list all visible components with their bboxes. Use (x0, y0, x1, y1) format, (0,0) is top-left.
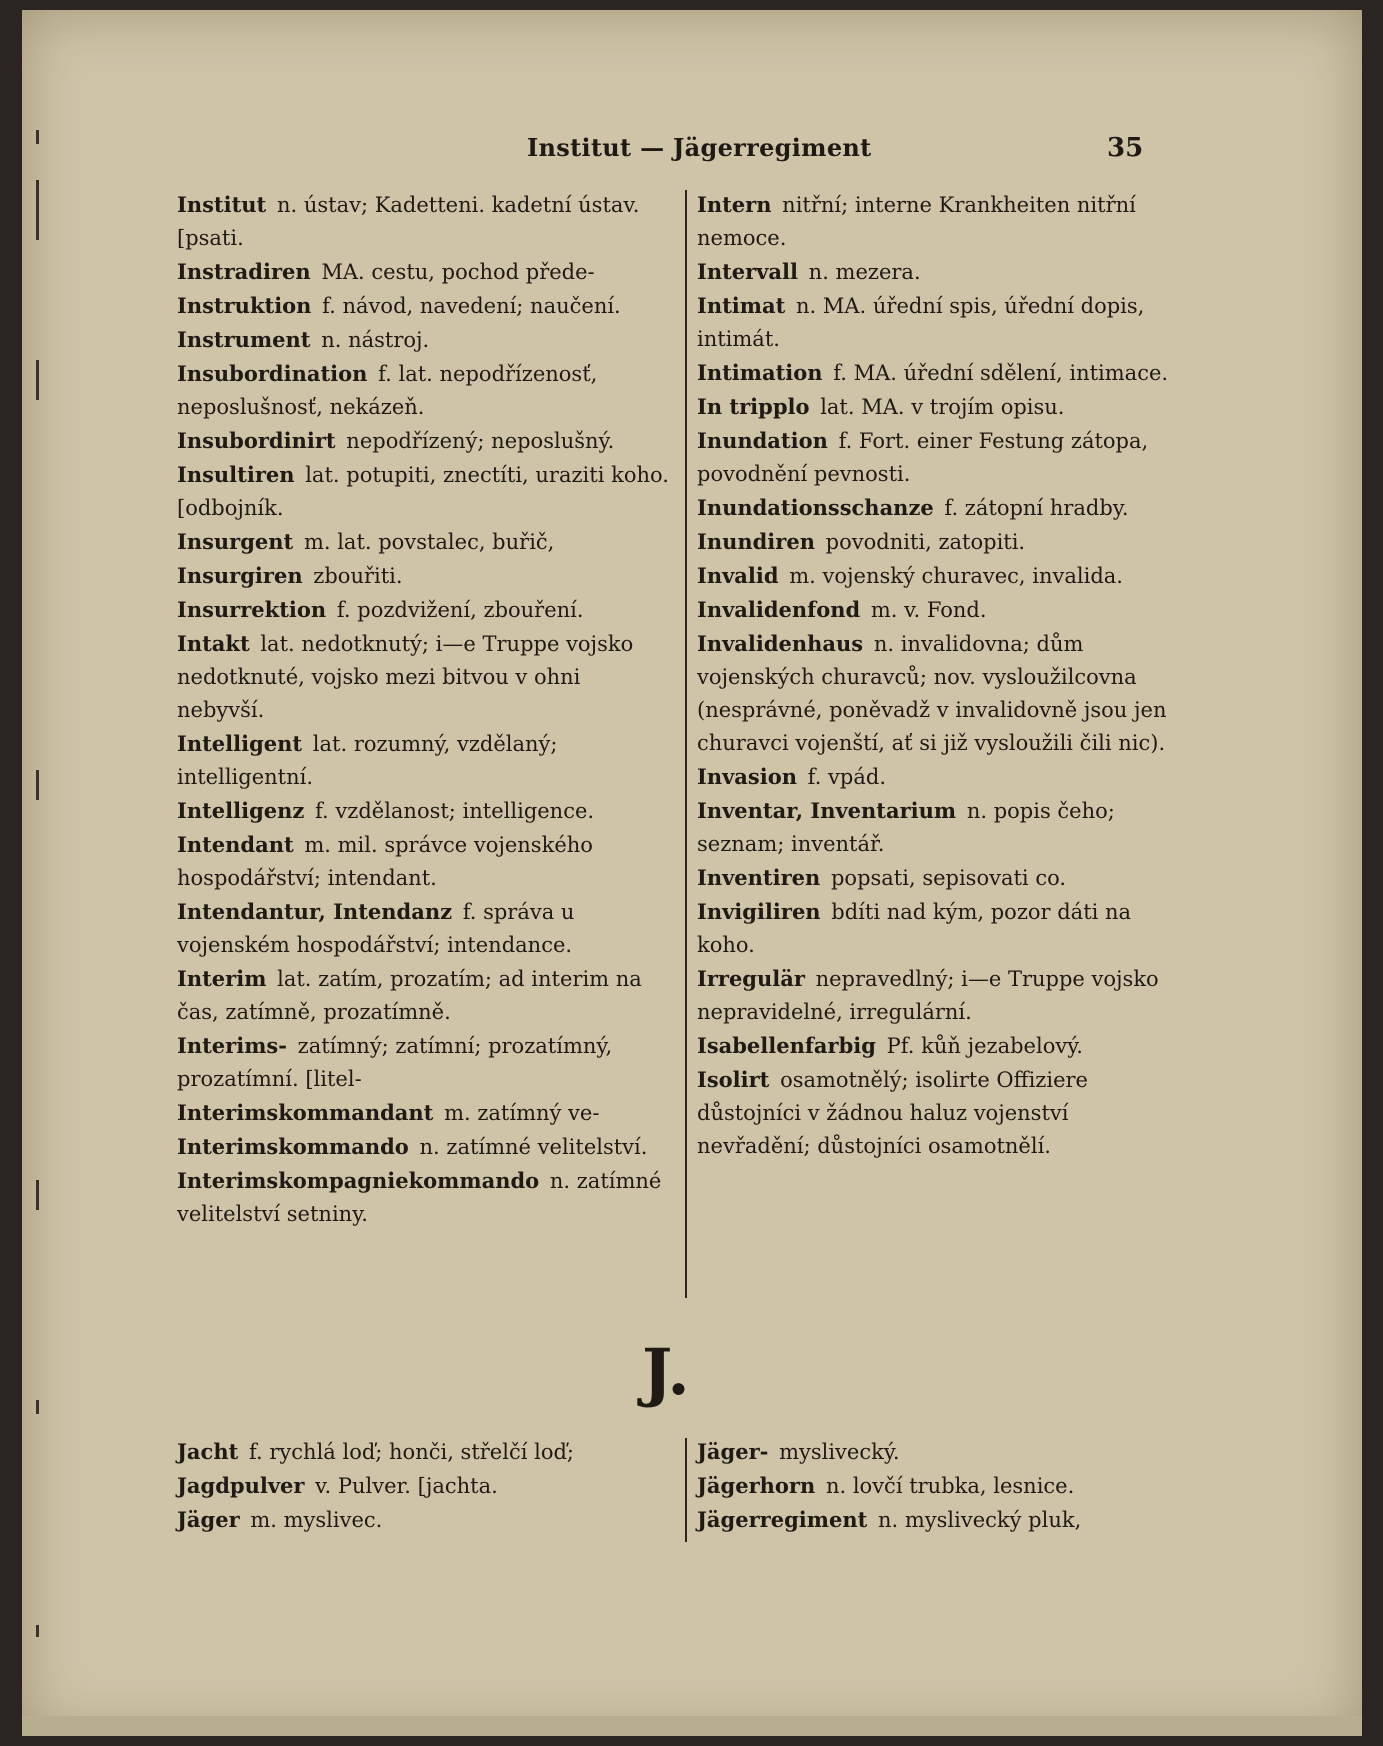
entry-headword: Isolirt (697, 1067, 770, 1092)
binding-margin (22, 10, 62, 1736)
margin-mark (36, 1180, 39, 1210)
dictionary-entry (177, 593, 672, 627)
entry-headword: Inventar, Inventarium (697, 798, 957, 823)
margin-mark (36, 1400, 39, 1414)
entry-definition: lat. zatím, prozatím; ad interim na čas, zatímně, prozatímně. (177, 967, 642, 1024)
j-left-column (177, 1435, 672, 1537)
entry-definition: m. lat. povstalec, buřič, (303, 530, 555, 554)
section-letter: J. (642, 1335, 690, 1410)
dictionary-entry (177, 962, 672, 1029)
entry-definition: bdíti nad kým, pozor dáti na koho. (697, 900, 1132, 957)
entry-definition: n. lovčí trubka, lesnice. (825, 1474, 1075, 1498)
dictionary-entry (177, 1469, 672, 1503)
entry-definition: n. popis čeho; seznam; inventář. (697, 799, 1115, 856)
entry-definition: f. správa u vojenském hospodářství; intendance. (177, 900, 575, 957)
dictionary-entry (697, 1469, 1177, 1503)
entry-headword: Interims- (177, 1033, 287, 1058)
entry-definition: povodniti, zatopiti. (825, 530, 1026, 554)
left-column (177, 188, 672, 1231)
dictionary-entry (177, 188, 672, 255)
dictionary-entry (697, 593, 1177, 627)
right-column (697, 188, 1177, 1163)
entry-definition: zatímný; zatímní; prozatímný, prozatímní. [litel- (177, 1034, 613, 1091)
entry-definition: m. vojenský churavec, invalida. (789, 564, 1123, 588)
entry-headword: Jägerhorn (697, 1473, 816, 1498)
entry-headword: Interimskommandant (177, 1100, 434, 1125)
entry-definition: n. zatímné velitelství. (419, 1135, 648, 1159)
entry-headword: Intervall (697, 259, 798, 284)
entry-definition: f. vpád. (807, 765, 886, 789)
dictionary-entry (697, 491, 1177, 525)
entry-definition: m. mil. správce vojenského hospodářství; intendant. (177, 833, 593, 890)
column-divider (685, 190, 687, 1298)
dictionary-entry (697, 424, 1177, 491)
dictionary-entry (177, 357, 672, 424)
entry-headword: Institut (177, 192, 267, 217)
entry-definition: nitřní; interne Krankheiten nitřní nemoce. (697, 193, 1136, 250)
entry-definition: f. rychlá loď; honči, střelčí loď; (249, 1440, 574, 1464)
margin-mark (36, 770, 39, 800)
entry-headword: Intakt (177, 631, 250, 656)
dictionary-entry (177, 727, 672, 794)
entry-definition: f. MA. úřední sdělení, intimace. (833, 361, 1169, 385)
entry-definition: zbouřiti. (313, 564, 403, 588)
dictionary-entry (697, 1029, 1177, 1063)
entry-headword: Inventiren (697, 865, 821, 890)
entry-definition: MA. cestu, pochod přede- (321, 260, 595, 284)
entry-definition: n. ústav; Kadetteni. kadetní ústav. [psati. (177, 193, 640, 250)
margin-mark (36, 180, 39, 240)
dictionary-entry (177, 458, 672, 525)
entry-definition: lat. MA. v trojím opisu. (820, 395, 1065, 419)
dictionary-entry (177, 627, 672, 727)
entry-definition: n. nástroj. (321, 328, 430, 352)
dictionary-entry (177, 794, 672, 828)
dictionary-entry (697, 289, 1177, 356)
running-header (22, 133, 1362, 173)
page-bottom-edge (22, 1716, 1362, 1736)
dictionary-entry (697, 962, 1177, 1029)
dictionary-entry (697, 861, 1177, 895)
entry-definition: osamotnělý; isolirte Offiziere důstojníci v žádnou haluz vojenství nevřadění; důstojníci osamotnělí. (697, 1068, 1088, 1158)
entry-definition: lat. rozumný, vzdělaný; intelligentní. (177, 732, 558, 789)
entry-definition: v. Pulver. [jachta. (315, 1474, 498, 1498)
column-divider (685, 1438, 687, 1542)
entry-headword: Jagdpulver (177, 1473, 305, 1498)
dictionary-entry (697, 794, 1177, 861)
dictionary-entry (697, 1503, 1177, 1537)
margin-mark (36, 1625, 39, 1637)
entry-headword: Instradiren (177, 259, 311, 284)
entry-definition: m. zatímný ve- (444, 1101, 600, 1125)
entry-definition: m. v. Fond. (870, 598, 987, 622)
dictionary-entry (177, 895, 672, 962)
entry-definition: Pf. kůň jezabelový. (886, 1034, 1083, 1058)
j-right-column (697, 1435, 1177, 1537)
entry-headword: Invalid (697, 563, 779, 588)
entry-headword: Intelligenz (177, 798, 305, 823)
entry-headword: Insurgent (177, 529, 294, 554)
entry-headword: Insurgiren (177, 563, 303, 588)
dictionary-entry (177, 255, 672, 289)
dictionary-entry (697, 255, 1177, 289)
entry-definition: lat. potupiti, znectíti, uraziti koho. [odbojník. (177, 463, 669, 520)
entry-definition: n. zatímné velitelství setniny. (177, 1169, 662, 1226)
dictionary-entry (177, 1503, 672, 1537)
dictionary-entry (177, 1130, 672, 1164)
margin-mark (36, 360, 39, 400)
entry-definition: f. vzdělanost; intelligence. (315, 799, 595, 823)
entry-headword: Jägerregiment (697, 1507, 868, 1532)
entry-headword: Inundation (697, 428, 828, 453)
dictionary-entry (697, 895, 1177, 962)
dictionary-entry (177, 525, 672, 559)
entry-headword: Intern (697, 192, 772, 217)
dictionary-entry (177, 828, 672, 895)
dictionary-entry (697, 1063, 1177, 1163)
entry-headword: Isabellenfarbig (697, 1033, 876, 1058)
entry-headword: Insubordinirt (177, 428, 336, 453)
entry-headword: Invasion (697, 764, 797, 789)
dictionary-entry (697, 559, 1177, 593)
entry-headword: Interimskommando (177, 1134, 409, 1159)
entry-headword: Instrument (177, 327, 311, 352)
entry-headword: Invalidenfond (697, 597, 861, 622)
entry-definition: n. mezera. (808, 260, 921, 284)
entry-definition: f. Fort. einer Festung zátopa, povodnění pevnosti. (697, 429, 1149, 486)
dictionary-entry (697, 627, 1177, 760)
dictionary-entry (697, 390, 1177, 424)
entry-definition: nepravedlný; i—e Truppe vojsko nepravidelné, irregulární. (697, 967, 1159, 1024)
entry-definition: f. návod, navedení; naučení. (322, 294, 621, 318)
entry-headword: Insurrektion (177, 597, 327, 622)
entry-definition: n. myslivecký pluk, (877, 1508, 1082, 1532)
entry-headword: Intendantur, Intendanz (177, 899, 453, 924)
entry-headword: Jäger (177, 1507, 240, 1532)
dictionary-entry (697, 188, 1177, 255)
dictionary-entry (177, 289, 672, 323)
entry-definition: n. invalidovna; dům vojenských churavců; nov. vysloužilcovna (nesprávné, poněvadž v invalidovně jsou jen churavci vojenští, ať si již vysloužili čili nic). (697, 632, 1167, 755)
entry-headword: Inundiren (697, 529, 815, 554)
dictionary-entry (177, 1435, 672, 1469)
entry-definition: m. myslivec. (250, 1508, 383, 1532)
dictionary-entry (697, 760, 1177, 794)
entry-definition: f. lat. nepodřízenosť, neposlušnosť, nekázeň. (177, 362, 598, 419)
entry-headword: In tripplo (697, 394, 810, 419)
dictionary-page (22, 10, 1362, 1736)
entry-headword: Interimskompagniekommando (177, 1168, 540, 1193)
entry-definition: lat. nedotknutý; i—e Truppe vojsko nedotknuté, vojsko mezi bitvou v ohni nebyvší. (177, 632, 634, 722)
dictionary-entry (697, 525, 1177, 559)
entry-headword: Jäger- (697, 1439, 769, 1464)
dictionary-entry (177, 1096, 672, 1130)
entry-definition: n. MA. úřední spis, úřední dopis, intimát. (697, 294, 1145, 351)
entry-headword: Invigiliren (697, 899, 821, 924)
entry-headword: Intelligent (177, 731, 303, 756)
entry-headword: Inundationsschanze (697, 495, 934, 520)
dictionary-entry (177, 424, 672, 458)
entry-headword: Interim (177, 966, 267, 991)
entry-headword: Insubordination (177, 361, 368, 386)
dictionary-entry (177, 559, 672, 593)
dictionary-entry (697, 356, 1177, 390)
entry-definition: myslivecký. (779, 1440, 900, 1464)
entry-headword: Intimat (697, 293, 786, 318)
dictionary-entry (177, 1164, 672, 1231)
entry-headword: Intendant (177, 832, 294, 857)
page-title: Institut — Jägerregiment (527, 133, 872, 162)
entry-definition: f. pozdvižení, zbouření. (336, 598, 584, 622)
entry-headword: Insultiren (177, 462, 295, 487)
entry-headword: Intimation (697, 360, 823, 385)
dictionary-entry (697, 1435, 1177, 1469)
entry-definition: nepodřízený; neposlušný. (346, 429, 615, 453)
entry-headword: Jacht (177, 1439, 239, 1464)
entry-headword: Instruktion (177, 293, 312, 318)
dictionary-entry (177, 323, 672, 357)
entry-definition: popsati, sepisovati co. (830, 866, 1067, 890)
dictionary-entry (177, 1029, 672, 1096)
entry-headword: Invalidenhaus (697, 631, 864, 656)
page-number: 35 (1107, 133, 1144, 163)
entry-headword: Irregulär (697, 966, 805, 991)
entry-definition: f. zátopní hradby. (944, 496, 1129, 520)
